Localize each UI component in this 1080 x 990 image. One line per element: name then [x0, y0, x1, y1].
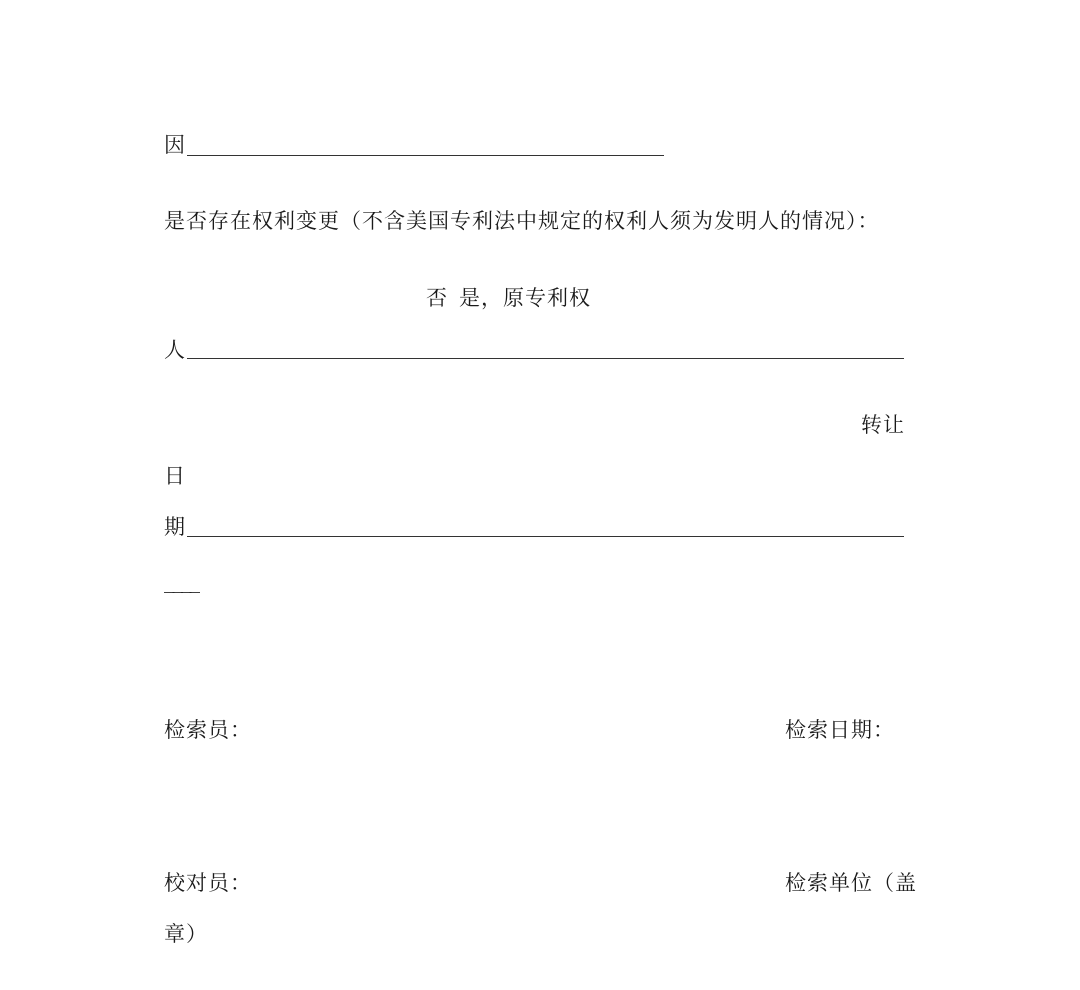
- holder-suffix: 人: [164, 338, 186, 362]
- date-label-period: 期: [164, 515, 186, 539]
- date-tail-line: ____: [164, 569, 198, 593]
- searcher-label: 检索员：: [164, 718, 252, 742]
- rights-change-question: 是否存在权利变更（不含美国专利法中规定的权利人须为发明人的情况）：: [164, 209, 880, 233]
- transfer-label: 转让: [861, 413, 905, 437]
- date-label-day: 日: [164, 464, 186, 488]
- option-yes-original-holder: 是，原专利权: [459, 286, 591, 310]
- transfer-date-blank-line: [187, 536, 904, 537]
- reason-blank-line: [187, 155, 664, 156]
- proofreader-label: 校对员：: [164, 871, 252, 895]
- search-date-label: 检索日期：: [785, 718, 895, 742]
- search-unit-label-continued: 章）: [164, 922, 208, 946]
- original-holder-blank-line: [187, 358, 904, 359]
- reason-label: 因: [164, 133, 186, 157]
- option-no: 否: [426, 286, 448, 310]
- search-unit-label: 检索单位（盖: [785, 871, 917, 895]
